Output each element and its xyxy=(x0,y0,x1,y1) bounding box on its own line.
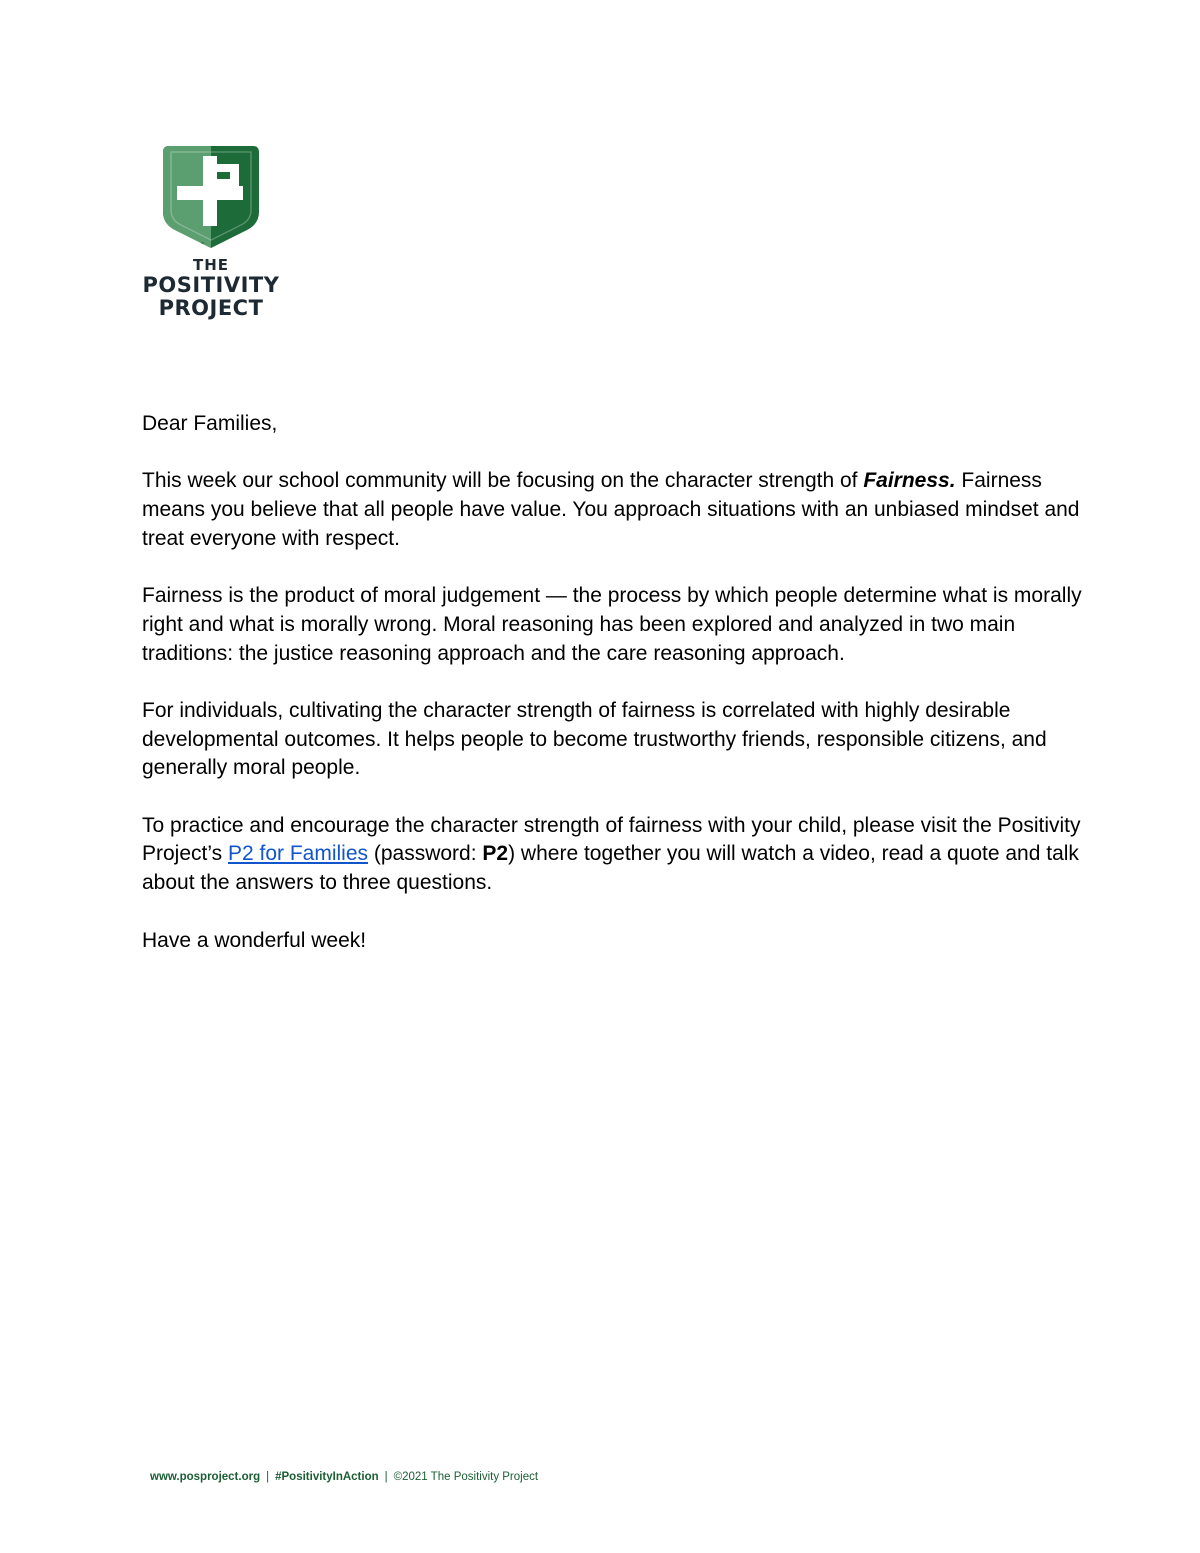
password-value: P2 xyxy=(482,842,509,866)
footer-hashtag: #PositivityInAction xyxy=(275,1471,379,1483)
practice-text: To practice and encourage the character strength of fairness with your child, please visit the Positivity Project’s xyxy=(142,813,1081,866)
closing: Have a wonderful week! xyxy=(142,928,367,952)
greeting: Dear Families, xyxy=(142,412,278,435)
intro-definition: Fairness means you believe that all people have value. You approach situations with an unbiased mindset and treat everyone with respect. xyxy=(142,469,1080,550)
footer-separator: | xyxy=(384,1471,388,1483)
paragraph-intro xyxy=(142,467,1082,553)
trademark-symbol: ™ xyxy=(200,242,205,248)
paragraph-individuals: For individuals, cultivating the character strength of fairness is correlated with highly desirable developmental outcomes. It helps people to become trustworthy friends, responsible citizens, and generally moral people. xyxy=(142,698,1047,780)
intro-text: This week our school community will be focusing on the character strength of xyxy=(142,469,864,493)
footer-separator: | xyxy=(266,1471,270,1483)
footer xyxy=(150,1471,538,1483)
wordmark-project: PROJECT xyxy=(158,296,264,320)
footer-website[interactable]: www.posproject.org xyxy=(150,1471,261,1483)
footer-copyright: ©2021 The Positivity Project xyxy=(393,1471,539,1483)
wordmark-positivity: POSITIVITY xyxy=(142,273,280,297)
password-label: (password: xyxy=(368,842,483,866)
paragraph-moral-judgement: Fairness is the product of moral judgement — the process by which people determine what is morally right and what is morally wrong. Moral reasoning has been explored and analyzed in two main traditions: the justice reasoning approach and the care reasoning approach. xyxy=(142,584,1082,665)
shield-cross-icon xyxy=(161,142,261,250)
logo-wordmark xyxy=(142,258,280,319)
strength-name: Fairness. xyxy=(863,469,956,493)
practice-rest: ) where together you will watch a video, read a quote and talk about the answers to three questions. xyxy=(142,842,1079,895)
p2-for-families-link[interactable]: P2 for Families xyxy=(227,842,369,866)
positivity-project-logo xyxy=(142,142,282,324)
paragraph-practice xyxy=(142,812,1082,898)
letter-body xyxy=(142,410,1082,984)
wordmark-the: THE xyxy=(192,256,230,274)
